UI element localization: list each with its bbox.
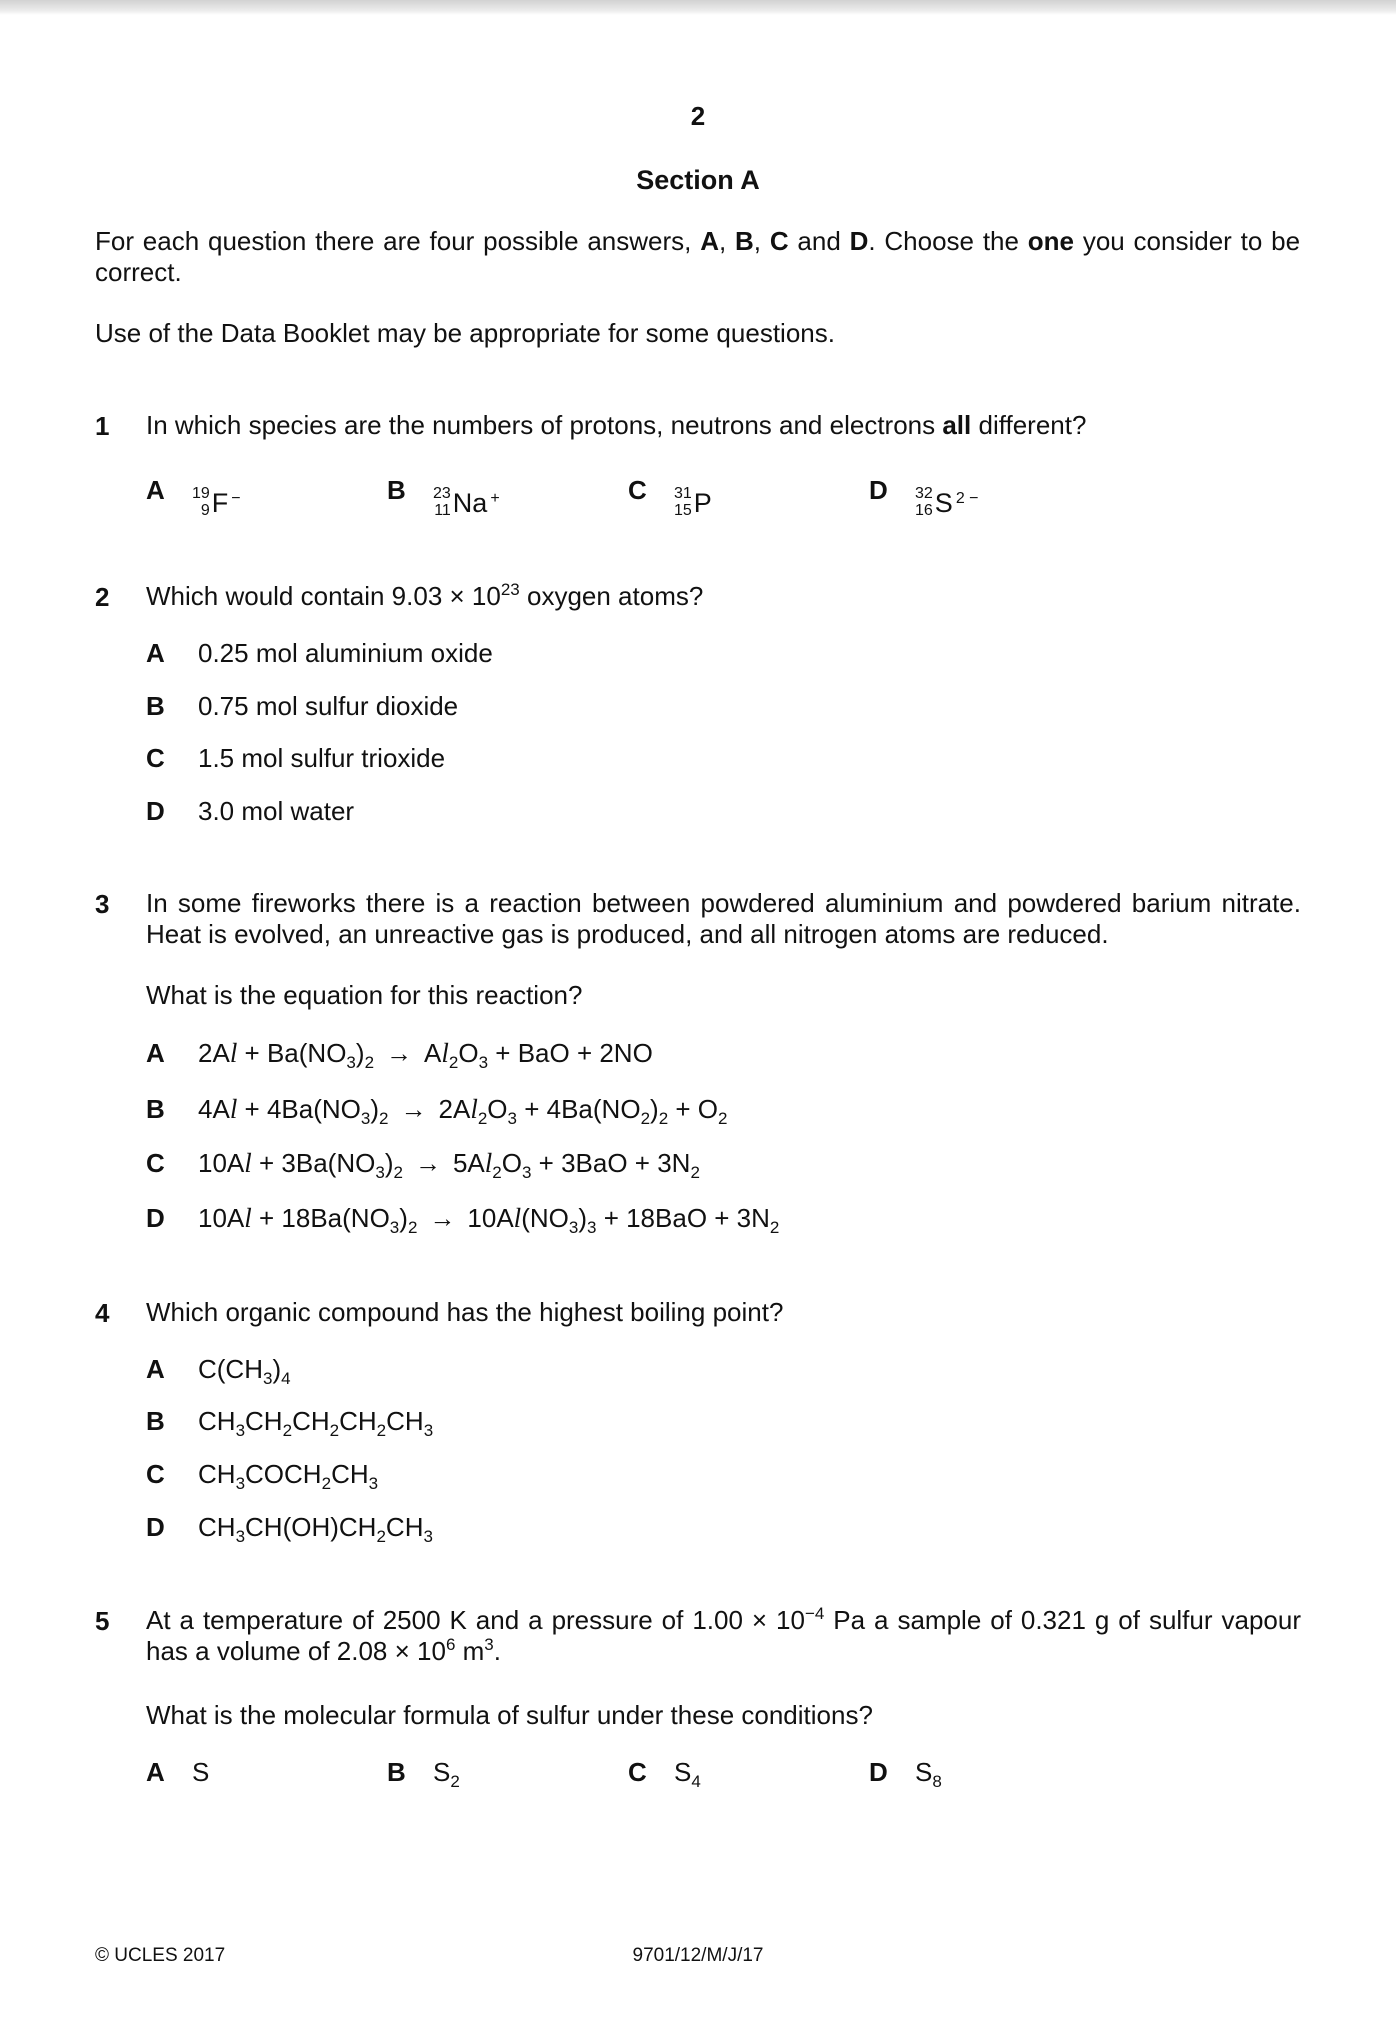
answer-option[interactable]: C $S_4$ [628,1757,701,1791]
option-letter: A [146,1038,165,1068]
answer-option[interactable] [146,1038,653,1072]
instructions-paragraph: For each question there are four possible answers, A, B, C and D. Choose the one you consider to be correct. [95,226,1301,287]
option-text: 3.0 mol water [198,796,355,826]
answer-option[interactable] [146,1203,779,1237]
answer-option[interactable] [146,1459,378,1493]
answer-option[interactable] [387,475,500,520]
answer-option[interactable] [146,796,354,830]
formula: $CH_3CH(OH)CH_2CH_3$ [198,1512,433,1546]
option-letter: B [387,475,406,505]
answer-option[interactable] [146,743,445,777]
question-text: At a temperature of 2500 K and a pressure of $1.00 \times 10^{-4}$ Pa a sample of 0.321 g of sulfur vapour has a volume of $2.08 \times 10^6$ $m^3$. [146,1604,1301,1666]
option-letter: A [146,475,165,505]
nuclide: 19 9 F − [192,485,241,519]
option-text: 1.5 mol sulfur trioxide [198,743,446,773]
page-number: 2 [690,101,706,131]
equation: $10Al + 3Ba(NO_3)_2 \to 5Al_2O_3 + 3BaO + 3N_2$ [198,1148,700,1182]
formula: $CH_3CH_2CH_2CH_2CH_3$ [198,1406,434,1440]
section-title: Section A [636,165,760,195]
option-text: 0.25 mol aluminium oxide [198,638,493,668]
question-text: In some fireworks there is a reaction between powdered aluminium and powdered barium nitrate. Heat is evolved, an unreactive gas is produced, and all nitrogen atoms are reduced. [146,888,1301,949]
answer-option[interactable] [146,475,241,520]
data-booklet-note: Use of the Data Booklet may be appropriate for some questions. [95,318,835,348]
nuclide: 31 15 P [674,485,712,519]
nuclide: 23 11 Na + [433,485,500,519]
question-number: 4 [95,1298,110,1328]
answer-option[interactable] [146,691,458,725]
option-letter: D [146,796,165,826]
formula: $CH_3COCH_2CH_3$ [198,1459,379,1493]
answer-option[interactable]: B $S_2$ [387,1757,460,1791]
formula: S [674,1757,692,1787]
question-number: 1 [95,411,110,441]
option-text: 0.75 mol sulfur dioxide [198,691,459,721]
equation: $4Al + 4Ba(NO_3)_2 \to 2Al_2O_3 + 4Ba(NO_2)_2 + O_2$ [198,1094,728,1128]
option-letter: C [146,743,165,773]
question-text: In which species are the numbers of protons, neutrons and electrons all different? [146,410,1087,440]
option-letter: B [146,1406,165,1436]
answer-option[interactable] [146,1354,291,1388]
option-letter: B [387,1757,406,1787]
answer-option[interactable] [146,1406,433,1440]
question-prompt: What is the equation for this reaction? [146,980,583,1010]
option-letter: B [146,1094,165,1124]
option-letter: C [628,1757,647,1787]
question-number: 3 [95,889,110,919]
option-letter: A [146,638,165,668]
answer-option[interactable] [146,1512,433,1546]
option-letter: D [146,1203,165,1233]
formula: $C(CH_3)_4$ [198,1354,291,1388]
paper-code: 9701/12/M/J/17 [632,1945,764,1966]
option-letter: D [869,475,888,505]
option-letter: D [146,1512,165,1542]
answer-option[interactable] [628,475,715,520]
nuclide: 32 16 S 2 − [915,485,979,519]
answer-option[interactable] [869,475,979,520]
question-text: Which would contain $9.03 \times 10^{23}$ oxygen atoms? [146,580,704,611]
viewer-top-edge [0,0,1396,15]
copyright: © UCLES 2017 [95,1945,226,1966]
question-number: 5 [95,1606,110,1636]
formula: S [192,1757,210,1787]
option-letter: B [146,691,165,721]
question-text: Which organic compound has the highest boiling point? [146,1297,784,1327]
formula: S [915,1757,933,1787]
question-number: 2 [95,582,110,612]
answer-option[interactable] [146,1757,209,1788]
answer-option[interactable] [146,1148,700,1182]
option-letter: A [146,1354,165,1384]
answer-option[interactable] [146,1094,728,1128]
option-letter: C [628,475,647,505]
option-letter: D [869,1757,888,1787]
answer-option[interactable]: D $S_8$ [869,1757,942,1791]
option-letter: C [146,1459,165,1489]
option-letter: A [146,1757,165,1787]
equation: $10Al + 18Ba(NO_3)_2 \to 10Al(NO_3)_3 + 18BaO + 3N_2$ [198,1203,780,1237]
formula: S [433,1757,451,1787]
option-letter: C [146,1148,165,1178]
question-prompt: What is the molecular formula of sulfur under these conditions? [146,1700,873,1730]
equation: $2Al + Ba(NO_3)_2 \to Al_2O_3$ + BaO + 2NO [198,1038,653,1072]
answer-option[interactable] [146,638,493,672]
